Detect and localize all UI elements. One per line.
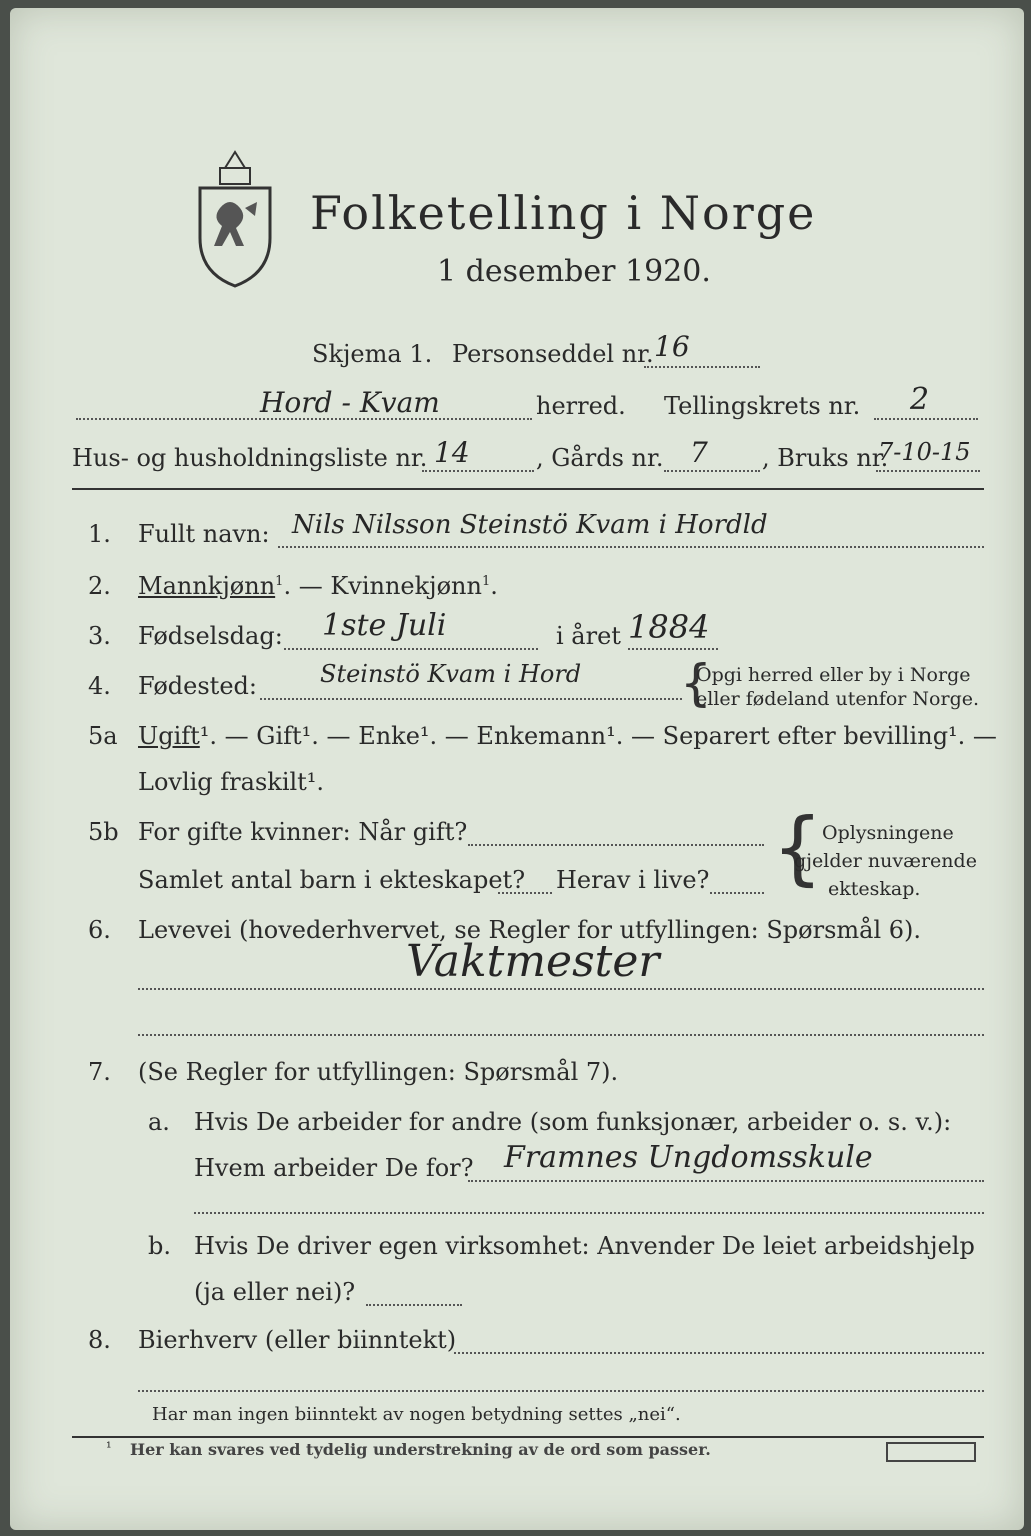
q5b-children-line	[498, 892, 552, 894]
q8-number: 8.	[88, 1326, 111, 1354]
gards-label: , Gårds nr.	[536, 444, 664, 472]
norway-coat-of-arms-icon	[190, 138, 280, 292]
q7a-line-2: Hvem arbeider De for?	[194, 1154, 474, 1182]
q4-note-1: Opgi herred eller by i Norge	[696, 664, 971, 686]
q3-birth-year: 1884	[628, 608, 710, 646]
q5b-note-1: Oplysningene	[822, 822, 954, 844]
q2-sup2: 1	[481, 574, 491, 589]
q1-label: Fullt navn:	[138, 520, 270, 548]
q5b-married-line	[468, 844, 764, 846]
q4-brace: {	[680, 654, 712, 712]
q6-answer-line	[138, 988, 984, 990]
q5a-number: 5a	[88, 722, 118, 750]
q7a-employer-line	[468, 1180, 984, 1182]
q7a-number: a.	[148, 1108, 170, 1136]
q3-label: Fødselsdag:	[138, 622, 283, 650]
q5a-options	[138, 722, 997, 750]
form-title: Folketelling i Norge	[310, 186, 817, 240]
q1-line	[278, 546, 984, 548]
q8-line	[454, 1352, 984, 1354]
header-divider	[72, 488, 984, 490]
q1-number: 1.	[88, 520, 111, 548]
q7-label: (Se Regler for utfyllingen: Spørsmål 7).	[138, 1058, 619, 1086]
footnote: Her kan svares ved tydelig understrekning av de ord som passer.	[130, 1440, 711, 1459]
census-form	[10, 8, 1024, 1530]
q2-sup1: 1	[275, 574, 284, 589]
q3-number: 3.	[88, 622, 111, 650]
q7b-line-1: Hvis De driver egen virksomhet: Anvender De leiet arbeidshjelp	[194, 1232, 975, 1260]
q1-full-name: Nils Nilsson Steinstö Kvam i Hordld	[292, 510, 768, 540]
q2-number: 2.	[88, 572, 111, 600]
q4-number: 4.	[88, 672, 111, 700]
q2-mann-option: Mannkjønn	[138, 572, 276, 600]
husholdningsliste-line	[422, 470, 534, 472]
q5a-other-options: ¹. — Gift¹. — Enke¹. — Enkemann¹. — Separert efter bevilling¹. —	[199, 722, 997, 750]
q7a-line-1: Hvis De arbeider for andre (som funksjonær, arbeider o. s. v.):	[194, 1108, 952, 1136]
q8-line-2	[138, 1390, 984, 1392]
q4-note-2: eller fødeland utenfor Norge.	[696, 688, 980, 710]
footer-divider	[72, 1436, 984, 1438]
q7a-employer: Framnes Ungdomsskule	[504, 1140, 873, 1175]
q7b-line	[366, 1304, 462, 1306]
personseddel-label: Personseddel nr.	[452, 340, 654, 368]
tellingskrets-line	[874, 418, 978, 420]
personseddel-line	[644, 366, 760, 368]
husholdningsliste-label: Hus- og husholdningsliste nr.	[72, 444, 428, 472]
census-date: 1 desember 1920.	[437, 254, 711, 289]
q6-label: Levevei (hovederhvervet, se Regler for utfyllingen: Spørsmål 6).	[138, 916, 922, 944]
husholdningsliste-value: 14	[434, 436, 470, 469]
q5b-brace: {	[772, 801, 823, 894]
q8-label: Bierhverv (eller biinntekt)	[138, 1326, 457, 1354]
gards-line	[664, 470, 760, 472]
q6-answer-line-2	[138, 1034, 984, 1036]
bruks-value: 7-10-15	[878, 438, 971, 466]
gards-value: 7	[690, 436, 708, 469]
tellingskrets-label: Tellingskrets nr.	[664, 392, 861, 420]
q4-line	[260, 698, 682, 700]
q5b-line-1: For gifte kvinner: Når gift?	[138, 818, 468, 846]
footnote-mark: ¹	[106, 1440, 112, 1456]
q7-number: 7.	[88, 1058, 111, 1086]
personseddel-value: 16	[654, 330, 690, 363]
q5b-alive-label: Herav i live?	[556, 866, 710, 894]
herred-label: herred.	[536, 392, 626, 420]
q5b-number: 5b	[88, 818, 119, 846]
q3-year-label: i året	[556, 622, 621, 650]
q6-occupation: Vaktmester	[406, 936, 660, 987]
q5a-ugift-option: Ugift	[138, 722, 200, 750]
q3-day-line	[284, 648, 538, 650]
q6-number: 6.	[88, 916, 111, 944]
q2-options	[138, 572, 498, 600]
q3-year-line	[628, 648, 718, 650]
q5a-line-2: Lovlig fraskilt¹.	[138, 768, 325, 796]
q2-kvinne-option: . — Kvinnekjønn	[283, 572, 482, 600]
tellingskrets-value: 2	[910, 382, 930, 417]
q4-birthplace: Steinstö Kvam i Hord	[320, 660, 582, 688]
bruks-label: , Bruks nr.	[762, 444, 889, 472]
footer-note: Har man ingen biinntekt av nogen betydning settes „nei“.	[152, 1404, 681, 1425]
q2-end: .	[490, 572, 498, 600]
q3-birth-day: 1ste Juli	[322, 608, 447, 643]
q7b-number: b.	[148, 1232, 171, 1260]
q5b-children-label: Samlet antal barn i ekteskapet?	[138, 866, 526, 894]
q7a-extra-line	[194, 1212, 984, 1214]
q4-label: Fødested:	[138, 672, 257, 700]
schema-label: Skjema 1.	[312, 340, 433, 368]
q5b-note-3: ekteskap.	[828, 878, 921, 900]
q7b-line-2: (ja eller nei)?	[194, 1278, 356, 1306]
herred-value: Hord - Kvam	[260, 386, 440, 419]
bruks-line	[876, 470, 980, 472]
q5b-note-2: gjelder nuværende	[794, 850, 977, 872]
printer-stamp-icon	[886, 1442, 976, 1462]
q5b-alive-line	[710, 892, 764, 894]
